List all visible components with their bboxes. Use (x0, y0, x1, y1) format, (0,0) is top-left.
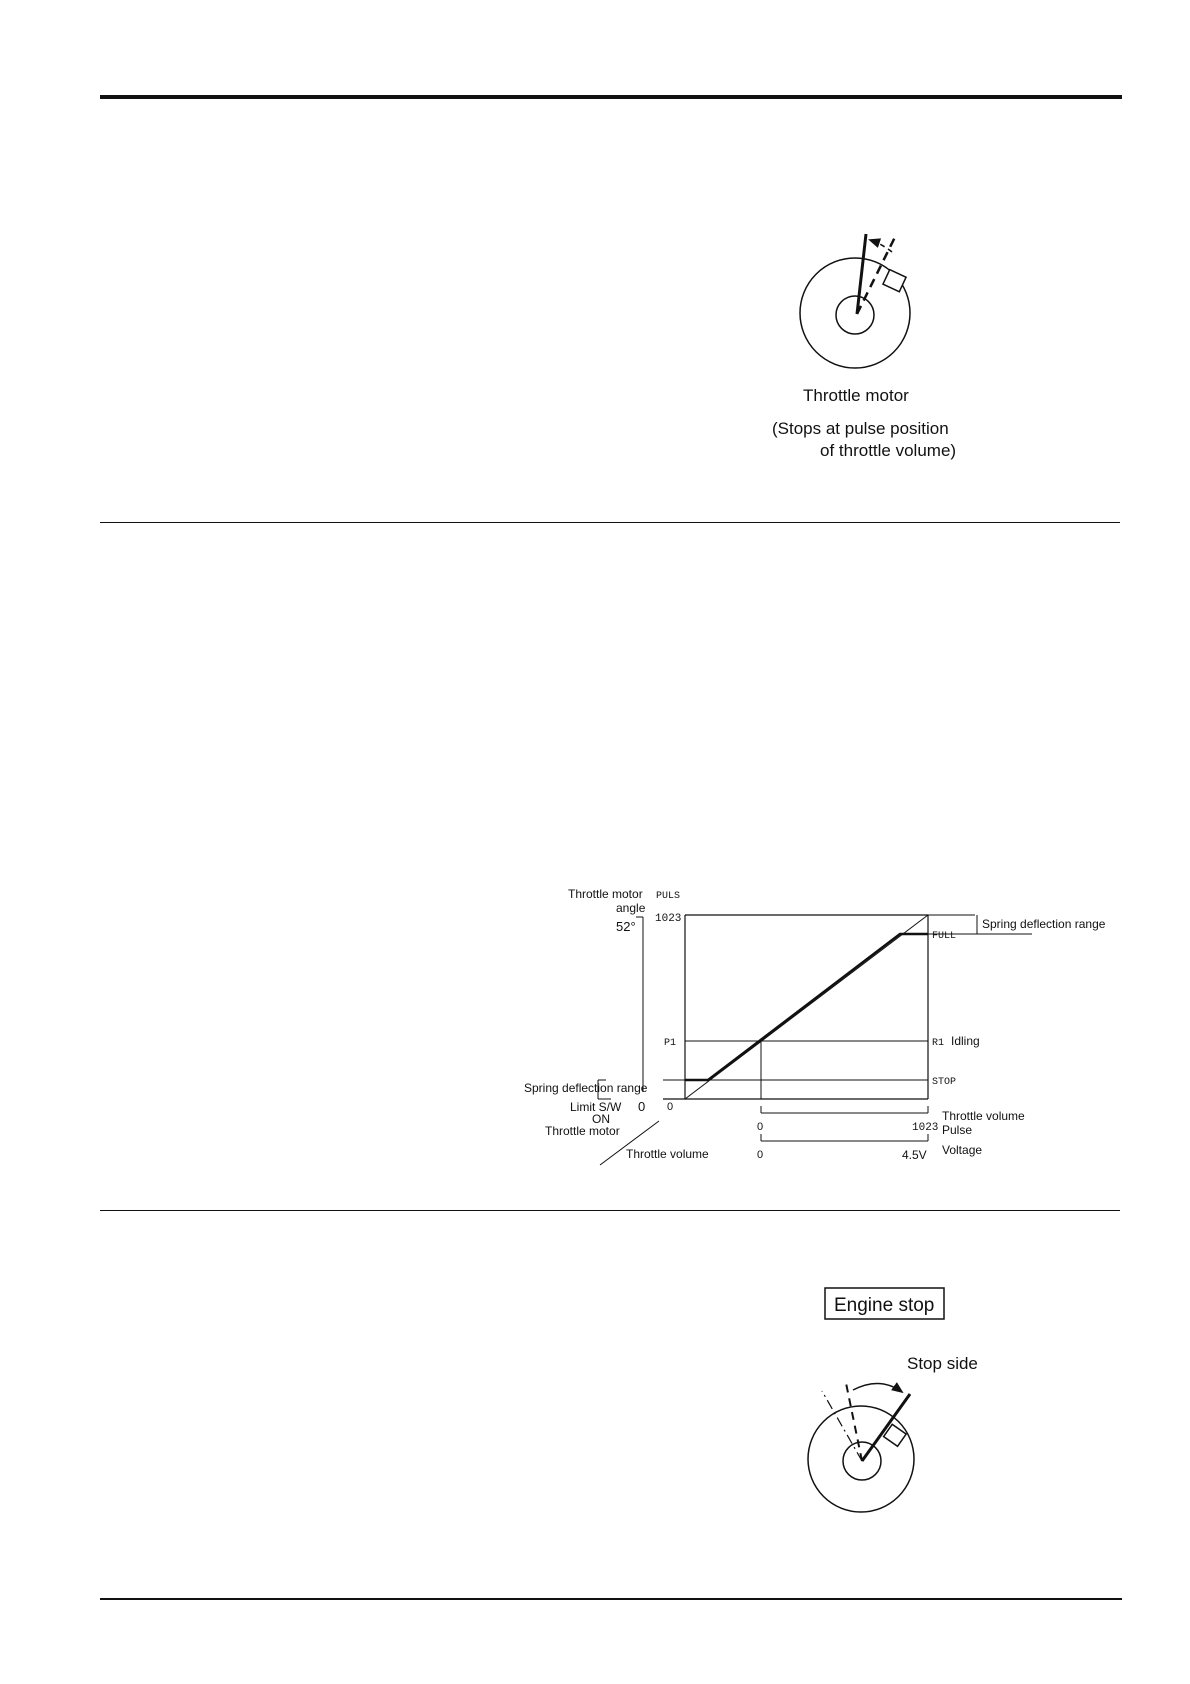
throttle-motor-note-1: (Stops at pulse position (772, 419, 949, 438)
axis-zero: 0 (667, 1101, 674, 1113)
limit-sw-label-2: ON (592, 1112, 610, 1126)
throttle-motor-note-2: of throttle volume) (820, 441, 957, 460)
full-label: FULL (932, 931, 957, 942)
tv-pulse-label-1: Throttle volume (942, 1109, 1025, 1123)
stop-label: STOP (932, 1077, 957, 1088)
stop-lever-dashdot (822, 1391, 862, 1461)
tv-pulse-label-2: Pulse (942, 1123, 973, 1137)
limit-sw-zero: 0 (638, 1099, 646, 1114)
p1-label: P1 (664, 1038, 677, 1049)
voltage-label: Voltage (942, 1143, 983, 1157)
throttle-volume-axis-label: Throttle volume (626, 1147, 709, 1161)
engine-stop-figure (808, 1288, 978, 1512)
angle-value: 52° (616, 919, 636, 934)
lever-block (883, 270, 906, 292)
spring-range-left-label: Spring deflection range (524, 1081, 648, 1095)
stop-side-label: Stop side (907, 1354, 978, 1373)
throttle-motor-caption: Throttle motor (803, 386, 909, 405)
throttle-motor-figure (772, 234, 956, 460)
motor-hub-circle (836, 296, 874, 334)
puls-label: PULS (656, 891, 681, 902)
throttle-graph (524, 887, 1106, 1165)
rotation-arrow (870, 240, 892, 252)
pulse-zero: 0 (757, 1121, 764, 1133)
stop-rotation-arrow (853, 1383, 902, 1392)
motor-lever-solid (857, 234, 866, 314)
r1-label: R1 (932, 1038, 945, 1049)
motor-angle-label-1: Throttle motor (568, 887, 643, 901)
spring-range-top-label: Spring deflection range (982, 917, 1106, 931)
pulse-max: 1023 (912, 1122, 939, 1134)
puls-max-label: 1023 (655, 913, 682, 925)
engine-stop-label: Engine stop (834, 1295, 935, 1316)
limit-sw-label-1: Limit S/W (570, 1100, 622, 1114)
throttle-motor-axis-label: Throttle motor (545, 1124, 620, 1138)
idling-label: Idling (951, 1034, 980, 1048)
voltage-zero: 0 (757, 1149, 764, 1161)
thin-diagonal (685, 915, 928, 1099)
stop-lever-dashed (846, 1383, 862, 1461)
voltage-max: 4.5V (902, 1148, 927, 1162)
motor-angle-label-2: angle (616, 901, 646, 915)
